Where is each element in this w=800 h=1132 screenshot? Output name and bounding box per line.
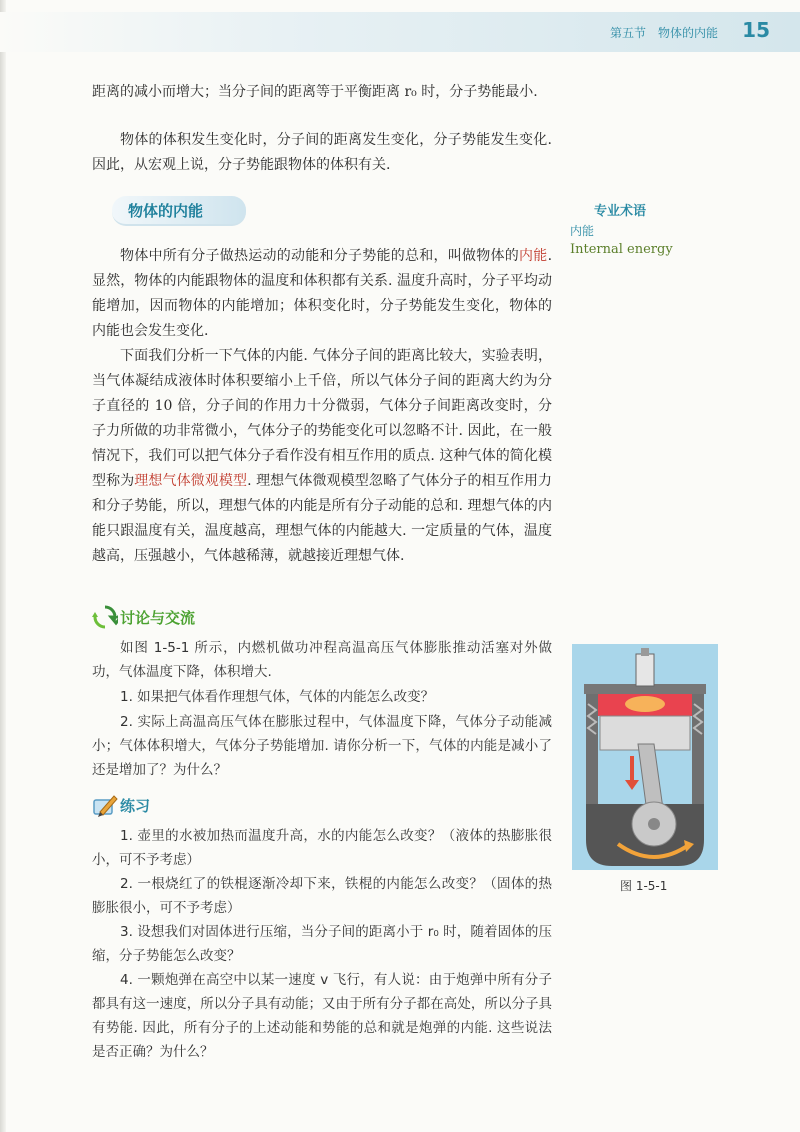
down-arrow-icon <box>625 780 639 790</box>
section-heading-label: 物体的内能 <box>128 202 204 220</box>
spark-plug <box>636 654 654 686</box>
paragraph-4-text-a: 下面我们分析一下气体的内能. 气体分子间的距离比较大，实验表明，当气体凝结成液体时体积要缩小上千倍，所以气体分子间的距离大约为分子直径的 10 倍，分子间的作用力十分微弱，气体分子间距离改变时，分子力所做的功非常微小，气体分子的势能变化可以忽略不计. 因此，在一般情况下，我们可以把气体分子看作没有相互作用的质点. 这种气体的简化模型称为 <box>92 348 552 489</box>
ignition-flash <box>625 696 665 712</box>
discussion-question-2: 2. 实际上高温高压气体在膨胀过程中，气体温度下降，气体分子动能减小；气体体积增大，气体分子势能增加. 请你分析一下，气体的内能是减小了还是增加了？为什么？ <box>92 714 552 778</box>
spark-plug-tip <box>641 648 649 656</box>
exercise-heading <box>92 792 212 818</box>
glossary-title: 专业术语 <box>594 204 647 219</box>
glossary-term-zh: 内能 <box>570 224 595 238</box>
keyword-ideal-gas-model: 理想气体微观模型 <box>134 473 248 489</box>
discussion-heading <box>92 604 252 630</box>
book-spine-edge <box>0 0 6 1132</box>
discussion-question-1: 1. 如果把气体看作理想气体，气体的内能怎么改变？ <box>120 689 435 705</box>
section-heading <box>112 196 246 226</box>
paragraph-4-text-b: . 理想气体微观模型忽略了气体分子的相互作用力和分子势能，所以，理想气体的内能是所有分子动能的总和. 理想气体的内能只跟温度有关，温度越高，理想气体的内能越大. 一定质量的气体，温度越高，压强越小，气体越稀薄，就越接近理想气体. <box>92 473 553 564</box>
exercise-3: 3. 设想我们对固体进行压缩，当分子间的距离小于 r₀ 时，随着固体的压缩，分子势能怎么改变？ <box>92 924 552 964</box>
paragraph-2: 物体的体积发生变化时，分子间的距离发生变化，分子势能发生变化. 因此，从宏观上说，分子势能跟物体的体积有关. <box>92 132 552 173</box>
exercise-heading-label: 练习 <box>120 797 151 815</box>
exercise-1: 1. 壶里的水被加热而温度升高，水的内能怎么改变？（液体的热膨胀很小，可不予考虑） <box>92 828 552 868</box>
paragraph-3-text-b: . 显然，物体的内能跟物体的温度和体积都有关系. 温度升高时，分子平均动能增加，因而物体的内能增加；体积变化时，分子势能发生变化，物体的内能也会发生变化. <box>92 248 553 339</box>
page-number: 15 <box>742 18 770 42</box>
engine-diagram <box>572 644 718 870</box>
paragraph-1: 距离的减小而增大；当分子间的距离等于平衡距离 r₀ 时，分子势能最小. <box>92 84 538 100</box>
header-section-title: 第五节 物体的内能 <box>609 26 718 40</box>
glossary-term-en: Internal energy <box>570 242 673 257</box>
keyword-internal-energy: 内能 <box>519 248 548 264</box>
paragraph-3-text-a: 物体中所有分子做热运动的动能和分子势能的总和，叫做物体的 <box>120 248 520 264</box>
exercise-2: 2. 一根烧红了的铁棍逐渐冷却下来，铁棍的内能怎么改变？（固体的热膨胀很小，可不予考虑） <box>92 876 552 916</box>
refresh-arrows-icon <box>92 604 118 630</box>
discussion-heading-label: 讨论与交流 <box>120 609 196 627</box>
exercise-4: 4. 一颗炮弹在高空中以某一速度 v 飞行，有人说：由于炮弹中所有分子都具有这一速度，所以分子具有动能；又由于所有分子都在高处，所以分子具有势能. 因此，所有分子的上述动能和势能的总和就是炮弹的内能. 这些说法是否正确？为什么？ <box>92 972 552 1060</box>
paragraph-3 <box>92 244 552 344</box>
pencil-notebook-icon <box>92 792 118 818</box>
figure-caption: 图 1-5-1 <box>620 879 668 893</box>
discussion-intro: 如图 1-5-1 所示，内燃机做功冲程高温高压气体膨胀推动活塞对外做功，气体温度下降，体积增大. <box>92 640 552 680</box>
engine-figure <box>572 644 718 870</box>
paragraph-4 <box>92 344 552 569</box>
